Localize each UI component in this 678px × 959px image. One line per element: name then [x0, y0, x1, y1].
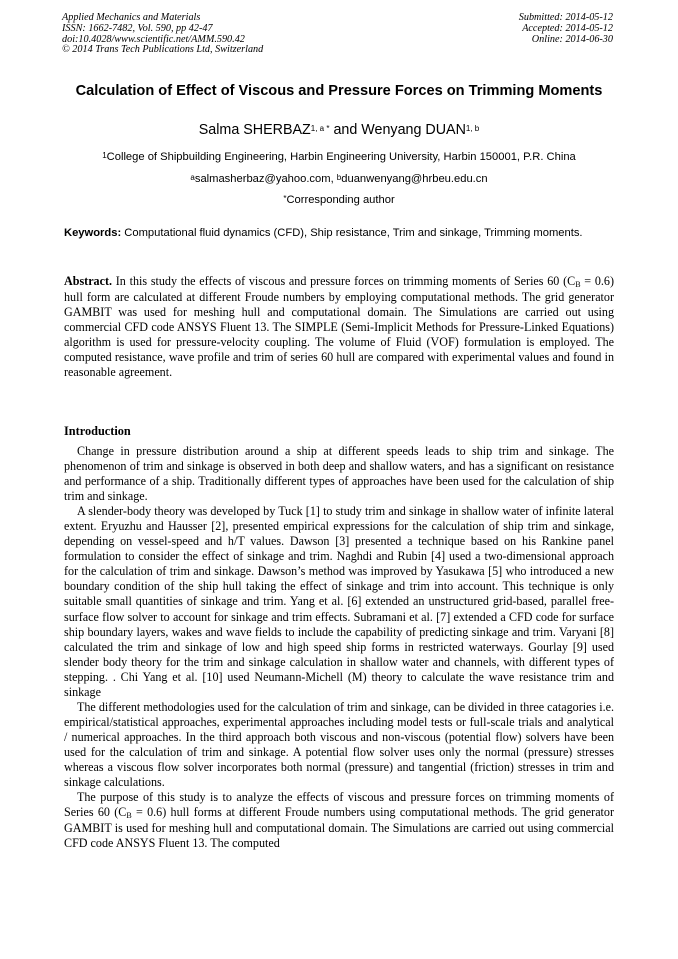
abstract-label: Abstract. [64, 274, 113, 288]
keywords [64, 226, 614, 241]
keywords-label: Keywords: [64, 227, 122, 239]
email-b-marker: b [336, 173, 342, 182]
issn-line: ISSN: 1662-7482, Vol. 590, pp 42-47 [62, 22, 213, 34]
author-2-name: Wenyang DUAN [361, 122, 466, 138]
abstract-text-2: = 0.6) hull form are calculated at different Froude numbers by employing computational methods. The grid generator GAMBIT was used for meshing hull and computational domain. The Simulations are carried out using commercial CFD code ANSYS Fluent 13. The SIMPLE (Semi-Implicit Methods for Pressure-Linked Equations) algorithm is used for pressure-velocity coupling. The volume of Fluid (VOF) formulation is employed. The computed resistance, wave profile and trim of series 60 hull are compared with experimental values and found in reasonable agreement. [64, 274, 615, 380]
keywords-text: Computational fluid dynamics (CFD), Ship resistance, Trim and sinkage, Trimming moments. [121, 227, 583, 239]
abstract-text-1: In this study the effects of viscous and pressure forces on trimming moments of Series 60 (C [112, 274, 576, 288]
intro-paragraph-1: Change in pressure distribution around a ship at different speeds leads to ship trim and sinkage. The phenomenon of trim and sinkage is observed in both deep and shallow waters, and has a significant on resistance and performance of a ship. Traditionally different types of approaches have been used for the calculation of ship trim and sinkage. [64, 444, 614, 504]
introduction-body [64, 444, 614, 851]
author-1-marker: 1, a * [310, 124, 330, 133]
affiliation-marker: 1 [102, 151, 107, 160]
paper-title: Calculation of Effect of Viscous and Pressure Forces on Trimming Moments [75, 83, 603, 99]
abstract [64, 274, 614, 380]
author-2-marker: 1, b [465, 124, 480, 133]
journal-name: Applied Mechanics and Materials [62, 12, 201, 23]
email-a-marker: a [190, 173, 195, 182]
intro-paragraph-4 [64, 790, 614, 851]
abstract-subscript: B [575, 280, 581, 289]
affiliation-text: College of Shipbuilding Engineering, Harbin Engineering University, Harbin 150001, P.R. China [106, 151, 576, 163]
email-b: duanwenyang@hrbeu.edu.cn [341, 173, 488, 185]
intro-paragraph-4-subscript: B [126, 811, 132, 821]
email-line [62, 172, 616, 186]
author-line [62, 121, 616, 139]
intro-paragraph-3: The different methodologies used for the calculation of trim and sinkage, can be divided in three catagories i.e. empirical/statistical approaches, experimental approaches including model tests or full-scale trials and analytical / numerical approaches. In the third approach both viscous and non-viscous (potential flow) solvers have been used for the calculation of trim and sinkage. A potential flow solver uses only the normal (pressure) stresses whereas a viscous flow solver incorporates both normal (pressure) and tangential (friction) stresses in trim and sinkage calculations. [64, 699, 614, 790]
online-date: Online: 2014-06-30 [531, 33, 613, 45]
journal-info [62, 13, 263, 56]
affiliation [62, 150, 616, 164]
email-a: salmasherbaz@yahoo.com, [194, 173, 337, 185]
corresponding-note [62, 193, 616, 207]
copyright-line: © 2014 Trans Tech Publications Ltd, Switzerland [62, 44, 264, 56]
introduction-heading: Introduction [64, 424, 131, 438]
doi-line: doi:10.4028/www.scientific.net/AMM.590.42 [62, 33, 245, 45]
intro-paragraph-4-text-2: = 0.6) hull forms at different Froude numbers using computational methods. The grid generator GAMBIT is used for meshing hull and computational domain. The Simulations are carried out using commercial CFD code ANSYS Fluent 13. The computed [64, 805, 614, 851]
intro-paragraph-4-text-1: The purpose of this study is to analyze the effects of viscous and pressure forces on trimming moments of Series 60 (C [64, 790, 614, 820]
accepted-date: Accepted: 2014-05-12 [522, 22, 613, 34]
corresponding-marker: * [283, 194, 287, 203]
author-separator: and [329, 122, 362, 138]
intro-paragraph-2: A slender-body theory was developed by Tuck [1] to study trim and sinkage in shallow water of infinite lateral extent. Eryuzhu and Hausser [2], presented empirical expressions for the calculation of ship trim and sinkage, depending on vessel-speed and h/T values. Dawson [3] presented a technique based on his Rankine panel formulation to consider the effect of sinkage and trim. Naghdi and Rubin [4] used a two-dimensional approach for the calculation of trim and sinkage. Dawson’s method was improved by Yasukawa [5] who introduced a new boundary condition of the ship hull taking the effect of sinkage and trim into account. This technique is only suitable small quantities of sinkage and trim. Yang et al. [6] extended an unstructured grid-based, parallel free-surface flow solver to account for sinkage and trim effects. Subramani et al. [7] extended a CFD code for surface ship boundary layers, wakes and wave fields to include the capability of predicting sinkage and trim. Varyani [8] calculated the trim and sinkage of low and high speed ship forms in restricted waterways. Gourlay [9] used slender body theory for the trim and sinkage calculation in shallow water and channels, with different types of stepping. . Chi Yang et al. [10] used Neumann-Michell (M) theory to calculate the wave resistance trim and sinkage [64, 504, 614, 699]
author-1-name: Salma SHERBAZ [198, 122, 311, 138]
corresponding-text: Corresponding author [286, 194, 395, 206]
publication-dates [519, 13, 613, 45]
submitted-date: Submitted: 2014-05-12 [518, 12, 613, 23]
